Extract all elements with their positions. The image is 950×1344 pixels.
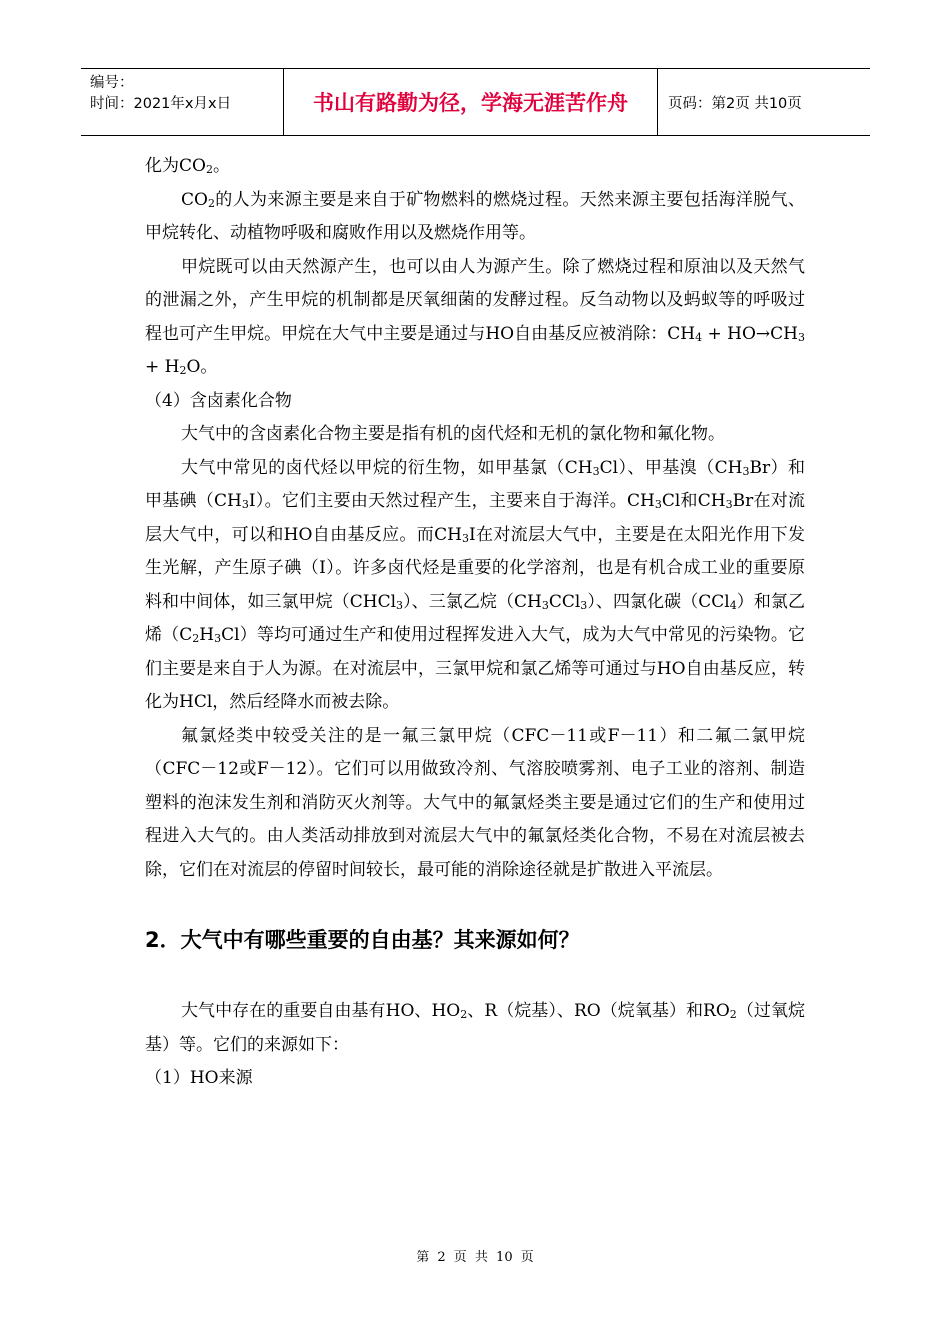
page-footer: 第 2 页 共 10 页	[416, 1250, 534, 1265]
paragraph: 大气中常见的卤代烃以甲烷的衍生物，如甲基氯$(CH_3Cl)$、甲基溴$(CH_3Br)$和甲基碘$(CH_3I)$。它们主要由天然过程产生，主要来自于海洋。$CH_3Cl$和$CH_3Br$在对流层大气中，可以和HO自由基反应。而$CH_3I$在对流层大气中，主要是在太阳光作用下发生光解，产生原子碘（I）。许多卤代烃是重要的化学溶剂，也是有机合成工业的重要原料和中间体，如三氯甲烷（CHCl$_3$）、三氯乙烷$(CH_3CCl_3)$、四氯化碳（CCl$_4$）和氯乙烯$(C_2H_3Cl)$等均可通过生产和使用过程挥发进入大气，成为大气中常见的污染物。它们主要是来自于人为源。在对流层中，三氯甲烷和氯乙烯等可通过与HO自由基反应，转化为HCl，然后经降水而被去除。	[145, 457, 805, 712]
doc-date-label: 时间：2021年x月x日	[90, 96, 232, 112]
doc-number-label: 编号：	[90, 75, 134, 91]
paragraph: 化为$CO_2$。	[145, 156, 230, 176]
paragraph: 氟氯烃类中较受关注的是一氟三氯甲烷（CFC－11或F－11）和二氟二氯甲烷（CFC－12或F－12）。它们可以用做致冷剂、气溶胶喷雾剂、电子工业的溶剂、制造塑料的泡沫发生剂和消防灭火剂等。大气中的氟氯烃类主要是通过它们的生产和使用过程进入大气的。由人类活动排放到对流层大气中的氟氯烃类化合物，不易在对流层被去除，它们在对流层的停留时间较长，最可能的消除途径就是扩散进入平流层。	[145, 725, 805, 880]
paragraph: 大气中存在的重要自由基有HO、$HO_2$、R（烷基）、RO（烷氧基）和$RO_2$（过氧烷基）等。它们的来源如下：	[145, 1001, 806, 1055]
header-page-info: 页码：第2页 共10页	[668, 95, 802, 112]
paragraph: $CO_2$的人为来源主要是来自于矿物燃料的燃烧过程。天然来源主要包括海洋脱气、甲烷转化、动植物呼吸和腐败作用以及燃烧作用等。	[145, 189, 805, 243]
header-left-cell	[81, 69, 283, 135]
paragraph: 大气中的含卤素化合物主要是指有机的卤代烃和无机的氯化物和氟化物。	[181, 424, 725, 444]
header-motto: 书山有路勤为径，学海无涯苦作舟	[283, 69, 658, 135]
section-heading: 2．大气中有哪些重要的自由基？其来源如何？	[145, 928, 580, 952]
header-table	[81, 68, 870, 136]
document-body	[145, 150, 805, 1096]
paragraph: （4）含卤素化合物	[145, 390, 292, 411]
paragraph: （1）HO来源	[145, 1068, 253, 1088]
paragraph: 甲烷既可以由天然源产生，也可以由人为源产生。除了燃烧过程和原油以及天然气的泄漏之外，产生甲烷的机制都是厌氧细菌的发酵过程。反刍动物以及蚂蚁等的呼吸过程也可产生甲烷。甲烷在大气中主要是通过与HO自由基反应被消除：$CH_4 + HO\to CH_3 + H_2O$。	[145, 256, 806, 377]
